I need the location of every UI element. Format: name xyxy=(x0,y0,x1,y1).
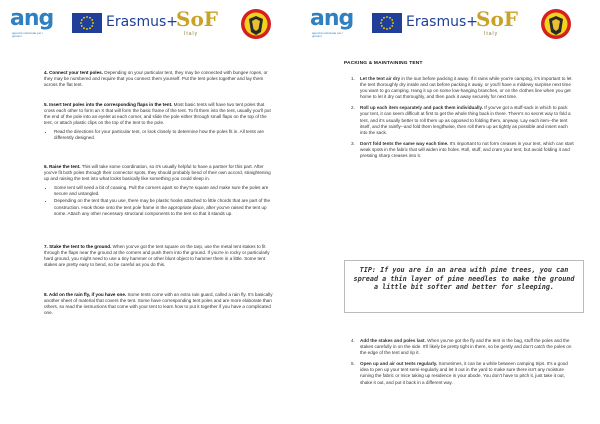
step-6-bullets xyxy=(54,185,276,216)
list-item-number: 4. xyxy=(351,338,355,343)
list-item-text: It's important to not form creases in your tent, which can start weak spots in the fabric that will widen into holes. Roll, stuff, and cram your tent, but avoid folding it and pressing sharp creases into it. xyxy=(360,140,574,159)
step-6-bullet: • Some tent will need a bit of coaxing. Pull the corners apart so they're square and make sure the poles are secure and untangled. xyxy=(54,185,276,197)
step-7-block xyxy=(44,244,276,271)
sof-logo-subtitle: Italy xyxy=(484,31,499,37)
packing-list xyxy=(344,76,576,164)
ang-logo-text: ang xyxy=(310,6,354,31)
step-5-paragraph xyxy=(44,102,276,126)
step-5-block xyxy=(44,102,276,145)
step-5-text: Most basic tents will have two tent poles that cross each other to form an X that will form the basic frame of the tent. To fit them into the tent, usually you'll put the end of the pole into an eyelet at each corner, and slide the pole either through small flaps on the top of the tent, or attach plastic clips on the top of the tent to the pole. xyxy=(44,102,271,126)
list-item-text: If you've got a stuff-sack in which to pack your tent, it can seem difficult at first to get the whole thing back in there. There's no secret way to fold a tent, and it's usually better to roll them up as opposed to folding them, anyway. Lay each item--the tent itself, and the rainfly--and fold them lengthwise, then roll them up as tightly as possible and insert each into the sack. xyxy=(360,105,571,135)
sof-logo xyxy=(176,9,220,39)
packing-list-continued xyxy=(344,338,576,391)
step-8-text: Some tents come with an extra rain guard, called a rain fly. It's basically another sheet of material that covers the tent. Some have corresponding tent poles and are more elaborate than others, so read the instructions that come with your tent to learn how to put it together if you have a complicated one. xyxy=(44,292,273,316)
ang-logo-text: ang xyxy=(10,6,54,31)
list-item-number: 2. xyxy=(351,105,355,111)
step-7-paragraph xyxy=(44,244,276,268)
step-6-text: This will take some coordination, so it's usually helpful to have a partner for this part. After you've fit both poles through their connector spots, they should probably bend of their own accord, straightening up and raising the tent into what looks basically like something you could sleep in. xyxy=(44,164,271,182)
tip-text: TIP: If you are in an area with pine trees, you can spread a thin layer of pine needles to make the ground a little bit softer and better for sleeping. xyxy=(353,266,575,291)
step-8-block xyxy=(44,292,276,319)
step-4-heading: 4. Connect your tent poles. xyxy=(44,70,103,75)
step-5-bullets xyxy=(54,129,276,141)
list-item xyxy=(344,105,576,135)
list-item xyxy=(344,338,576,356)
ang-logo xyxy=(310,6,358,40)
erasmus-logo-text: Erasmus+ xyxy=(406,14,479,30)
step-4-block xyxy=(44,70,276,91)
list-item-text: Sometimes, it can be a while between camping trips. It's a good idea to pen up your tent semi-regularly and let it out in the yard to make sure there isn't any moisture ruining the fabric or mice taking up residence in your abode. You don't have to pitch it, just take it out, shake it out, and put it back in a different way. xyxy=(360,361,568,385)
step-8-paragraph xyxy=(44,292,276,316)
list-item-number: 1. xyxy=(351,76,355,81)
erasmus-logo-text: Erasmus+ xyxy=(106,14,179,30)
list-item-heading: Add the stakes and poles last. xyxy=(360,338,426,343)
header-logos xyxy=(300,6,600,40)
ang-logo-subtitle: agenzia nazionale per i giovani xyxy=(312,31,343,38)
sof-logo-text: SoF xyxy=(176,7,218,31)
eu-flag-icon xyxy=(372,13,402,33)
step-5-heading: 5. Insert tent poles into the corresponding flaps in the tent. xyxy=(44,102,173,107)
right-page xyxy=(300,0,600,424)
step-6-bullet: • Depending on the tent that you use, there may be plastic hooks attached to little chords that are part of the construction. Hook those onto the tent pole frame in the appropriate place, after you've raised the tent up some. Attach any other necessary structural components to the tent so that it stands up. xyxy=(54,198,276,216)
step-7-text: When you've got the tent square on the tarp, use the metal tent stakes to fit through the flaps near the ground at the corners and push them into the ground. If you're in rocky or particularly hard ground, you might need to use a tiny hammer or other blunt object to hammer them in a little. Some tent stakes are pretty easy to bend, so be careful as you do this. xyxy=(44,244,270,268)
list-item-heading: Roll up each item separately and pack them individually. xyxy=(360,105,483,111)
list-item-heading: Don't fold tents the same way each time. xyxy=(360,140,449,146)
sof-logo xyxy=(476,9,520,39)
list-item-number: 5. xyxy=(351,361,355,367)
step-8-heading: 8. Add on the rain fly, if you have one. xyxy=(44,292,127,297)
list-item-heading: Open up and air out tents regularly. xyxy=(360,361,438,367)
sof-logo-text: SoF xyxy=(476,7,518,31)
list-item-heading: Let the tent air dry xyxy=(360,76,401,81)
step-4-text: Depending on your particular tent, they may be connected with bungee ropes, or they may be numbered and require that you connect them yourself. Put the tent poles together and lay them across the flat tent. xyxy=(44,70,268,88)
ang-logo xyxy=(10,6,58,40)
eu-flag-icon xyxy=(72,13,102,33)
step-6-block xyxy=(44,164,276,220)
erasmus-logo xyxy=(72,13,179,35)
tip-box xyxy=(344,260,584,313)
emblem-icon xyxy=(540,8,572,40)
step-5-bullet: • Read the directions for your particular tent, or look closely to determine how the poles fit in. All tents are differently designed. xyxy=(54,129,276,141)
section-title: PACKING & MAINTAINING TENT xyxy=(344,61,423,66)
list-item-number: 3. xyxy=(351,140,355,146)
header-logos xyxy=(0,6,300,40)
list-item xyxy=(344,361,576,385)
list-item-text: in the sun before packing it away. If it rains while you're camping, it's important to let the tent thoroughly dry inside and out before packing it away, or you'll have a mildewy surprise next time you want to go camping. Hang it up on some low-hanging branches, or on the clothes line when you get home to let it dry out thoroughly, and then pack it away securely for next time. xyxy=(360,76,572,100)
list-item-text: When you've got the fly and the tent in the bag, stuff the poles and the stakes carefully in on the side. It'll likely be pretty tight in there, so be gently and don't catch the poles on the edge of the tent and rip it. xyxy=(360,338,572,356)
step-4-paragraph xyxy=(44,70,276,88)
sof-logo-subtitle: Italy xyxy=(184,31,199,37)
step-7-heading: 7. Stake the tent to the ground. xyxy=(44,244,112,249)
list-item xyxy=(344,76,576,100)
ang-logo-subtitle: agenzia nazionale per i giovani xyxy=(12,31,43,38)
erasmus-logo xyxy=(372,13,479,35)
list-item xyxy=(344,141,576,159)
emblem-icon xyxy=(240,8,272,40)
step-6-heading: 6. Raise the tent. xyxy=(44,164,81,169)
step-6-paragraph xyxy=(44,164,276,182)
